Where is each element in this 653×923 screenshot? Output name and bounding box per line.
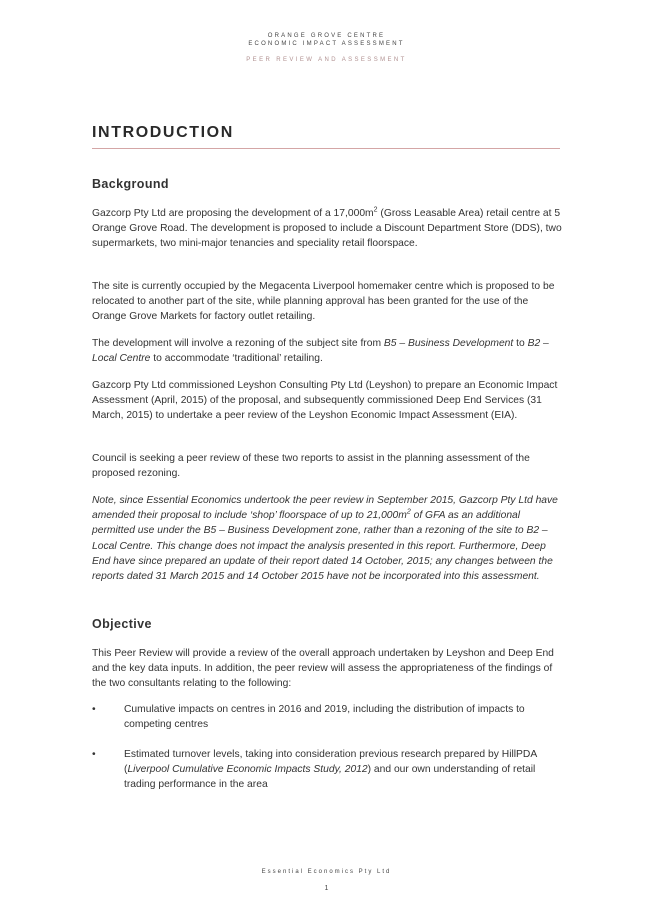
background-note-paragraph: Note, since Essential Economics undertook the peer review in September 2015, Gazcorp Pty Ltd have amended their proposal to include ‘shop’ floorspace of up to $21,000m^2$ of GFA as an additional permitted use under the B5 – Business Development zone, rather than a rezoning of the site to B2 – Local Centre. This change does not impact the analysis presented in this report. Furthermore, Deep End have since prepared an update of their report dated 14 October, 2015; any changes between the reports dated 31 March 2015 and 14 October 2015 have not be incorporated into this assessment. — [92, 495, 558, 583]
header-report-subtitle: ECONOMIC IMPACT ASSESSMENT — [248, 41, 405, 47]
background-paragraph-5: Council is seeking a peer review of these two reports to assist in the planning assessment of the proposed rezoning. — [92, 453, 530, 480]
header-report-title: ORANGE GROVE CENTRE — [267, 33, 386, 39]
page-number: 1 — [324, 885, 329, 892]
background-heading: Background — [92, 177, 169, 191]
list-item-text: Cumulative impacts on centres in 2016 and 2019, including the distribution of impacts to competing centres — [124, 704, 525, 731]
background-paragraph-2: The site is currently occupied by the Megacenta Liverpool homemaker centre which is proposed to be relocated to another part of the site, while planning approval has been granted for the use of the Orange Grove Markets for factory outlet retailing. — [92, 281, 555, 323]
title-divider — [92, 148, 560, 149]
background-paragraph-3: The development will involve a rezoning of the subject site from B5 – Business Development to B2 – Local Centre to accommodate ‘traditional’ retailing. — [92, 338, 549, 365]
bullet-icon: • — [92, 704, 96, 715]
background-paragraph-4: Gazcorp Pty Ltd commissioned Leyshon Consulting Pty Ltd (Leyshon) to prepare an Economic Impact Assessment (April, 2015) of the proposal, and subsequently commissioned Deep End Services (31 March, 2015) to undertake a peer review of the Leyshon Economic Impact Assessment (EIA). — [92, 380, 558, 422]
header-section-label: PEER REVIEW AND ASSESSMENT — [246, 57, 407, 63]
page-title: INTRODUCTION — [92, 124, 234, 141]
objective-paragraph: This Peer Review will provide a review of the overall approach undertaken by Leyshon and Deep End and the key data inputs. In addition, the peer review will assess the appropriateness of the findings of the two consultants relating to the following: — [92, 648, 554, 690]
list-item-text: Estimated turnover levels, taking into consideration previous research prepared by HillPDA (Liverpool Cumulative Economic Impacts Study, 2012) and our own understanding of retail trading performance in the area — [124, 749, 537, 791]
objective-heading: Objective — [92, 617, 152, 631]
bullet-icon: • — [92, 749, 96, 760]
background-paragraph-1: Gazcorp Pty Ltd are proposing the development of a $17,000m^2$ (Gross Leasable Area) retail centre at 5 Orange Grove Road. The development is proposed to include a Discount Department Store (DDS), two supermarkets, two mini-major tenancies and speciality retail floorspace. — [92, 206, 562, 250]
footer-company: Essential Economics Pty Ltd — [261, 869, 392, 875]
